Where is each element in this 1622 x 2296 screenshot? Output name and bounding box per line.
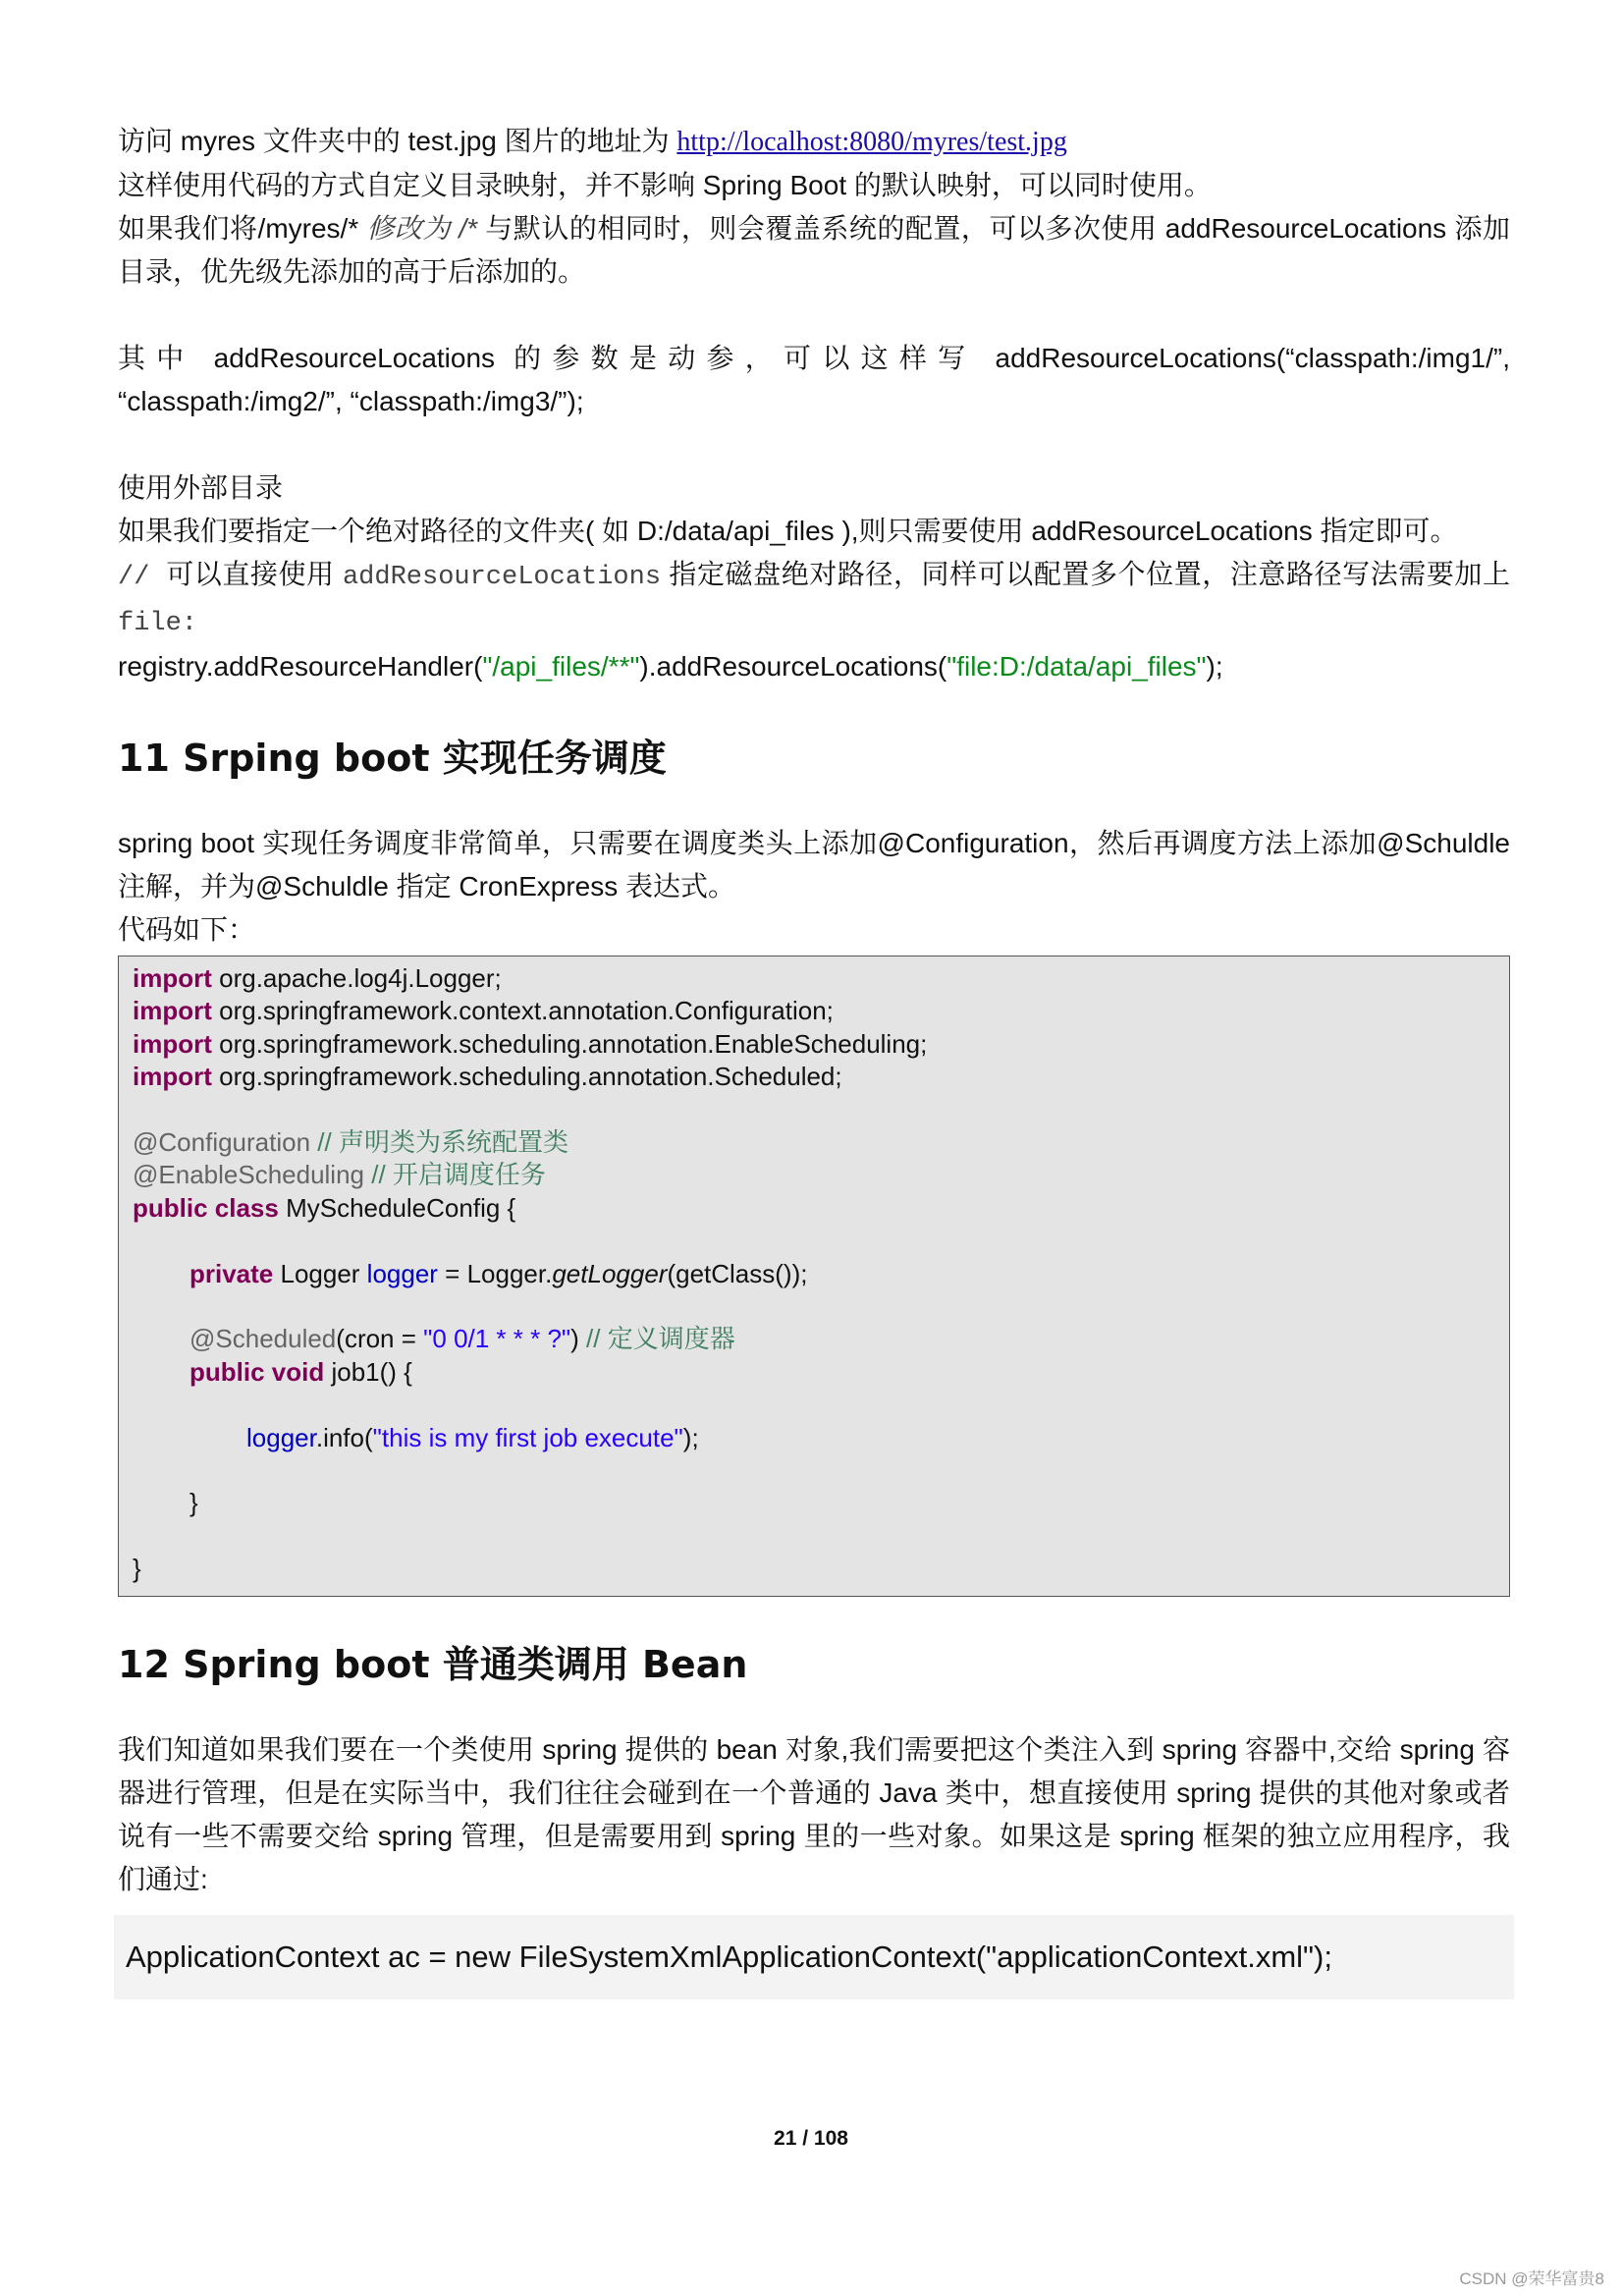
spacer: [118, 688, 1510, 734]
keyword-public-void: public void: [189, 1356, 325, 1387]
cron-expression: "0 0/1 * * * ?": [423, 1324, 571, 1354]
code-line: [133, 1126, 1495, 1159]
registry-call-b: ).addResourceLocations(: [639, 651, 947, 682]
registry-handler-string: "/api_files/**": [482, 651, 640, 682]
code-blank-line: [133, 1094, 1495, 1126]
custom-mapping-paragraph: 这样使用代码的方式自定义目录映射，并不影响 Spring Boot 的默认映射，可以同时使用。: [118, 170, 1212, 200]
import-configuration: org.springframework.context.annotation.Configuration;: [211, 996, 834, 1026]
spacer: [118, 294, 1510, 337]
external-dir-title: 使用外部目录: [118, 472, 284, 503]
override-text-pre: 如果我们将/myres/*: [118, 213, 367, 244]
myres-access-paragraph: [118, 120, 1510, 164]
log-message-string: "this is my first job execute": [372, 1422, 683, 1452]
comment-enable: // 开启调度任务: [364, 1160, 546, 1190]
comment-scheduler: // 定义调度器: [578, 1324, 735, 1354]
comment-slashes: //: [118, 563, 167, 592]
override-text-post: 与默认的相同时，则会覆盖系统的配置，可以多次使用 addResourceLocations 添加目录，优先级先添加的高于后添加的。: [118, 213, 1510, 287]
method-close-brace: }: [189, 1488, 198, 1518]
registry-call-end: );: [1206, 651, 1223, 682]
comment-text-a: 可以直接使用: [166, 559, 335, 589]
annotation-configuration: @Configuration: [133, 1127, 311, 1158]
keyword-import: import: [133, 963, 212, 993]
application-context-snippet: ApplicationContext ac = new FileSystemXmlApplicationContext("applicationContext.xml");: [114, 1915, 1514, 1999]
comment-file-prefix: file:: [118, 609, 198, 638]
myres-test-link[interactable]: http://localhost:8080/myres/test.jpg: [676, 127, 1067, 157]
code-line: [133, 1258, 1495, 1290]
code-line: [133, 995, 1495, 1027]
class-declaration: MyScheduleConfig {: [278, 1192, 516, 1223]
cron-close: ): [570, 1324, 579, 1354]
registry-code-line: [118, 645, 1510, 688]
spacer: [118, 423, 1510, 466]
code-line: [133, 1159, 1495, 1191]
import-scheduled: org.springframework.scheduling.annotation.Scheduled;: [211, 1062, 842, 1092]
keyword-import: import: [133, 1062, 212, 1092]
code-intro-label: 代码如下：: [118, 914, 256, 945]
code-line: [133, 1422, 1495, 1454]
logger-assign: = Logger.: [437, 1258, 553, 1288]
section-11-description: spring boot 实现任务调度非常简单，只需要在调度类头上添加@Configuration，然后再调度方法上添加@Schuldle 注解，并为@Schuldle 指定 CronExpress 表达式。: [118, 828, 1510, 902]
class-close-brace: }: [133, 1554, 141, 1584]
spacer: [118, 1689, 1510, 1728]
annotation-scheduled: @Scheduled: [189, 1324, 337, 1354]
comment-method-name: addResourceLocations: [342, 563, 662, 592]
get-logger-method: getLogger: [552, 1258, 668, 1288]
code-blank-line: [133, 1225, 1495, 1257]
import-enable-scheduling: org.springframework.scheduling.annotation.EnableScheduling;: [211, 1028, 928, 1059]
import-logger: org.apache.log4j.Logger;: [211, 963, 502, 993]
code-blank-line: [133, 1290, 1495, 1323]
code-line: [133, 1553, 1495, 1585]
external-dir-desc: 如果我们要指定一个绝对路径的文件夹( 如 D:/data/api_files ),则只需要使用 addResourceLocations 指定即可。: [118, 516, 1458, 546]
logger-field: logger: [246, 1422, 316, 1452]
spacer: [118, 1597, 1510, 1640]
myres-access-text: 访问 myres 文件夹中的 test.jpg 图片的地址为: [118, 126, 677, 156]
logger-assign-end: (getClass());: [667, 1258, 808, 1288]
registry-call-a: registry.addResourceHandler(: [118, 651, 483, 682]
code-line: [133, 1028, 1495, 1061]
code-line: [133, 1192, 1495, 1225]
section-12-description: 我们知道如果我们要在一个类使用 spring 提供的 bean 对象,我们需要把这个类注入到 spring 容器中,交给 spring 容器进行管理，但是在实际当中，我们往往会碰到在一个普通的 Java 类中，想直接使用 spring 提供的其他对象或者说有一些不需要交给 spring 管理，但是需要用到 spring 里的一些对象。如果这是 spring 框架的独立应用程序，我们通过:: [118, 1733, 1510, 1894]
registry-location-string: "file:D:/data/api_files": [946, 651, 1207, 682]
keyword-private: private: [189, 1258, 274, 1288]
info-call-end: );: [682, 1422, 699, 1452]
section-12-heading: 12 Spring boot 普通类调用 Bean: [118, 1642, 748, 1686]
override-paragraph: [118, 207, 1510, 294]
code-blank-line: [133, 1389, 1495, 1421]
method-declaration: job1() {: [324, 1356, 412, 1387]
schedule-code-block: [118, 956, 1510, 1597]
page-content: [118, 120, 1510, 1999]
csdn-watermark: CSDN @荣华富贵8: [1459, 2269, 1604, 2288]
code-blank-line: [133, 1454, 1495, 1487]
page-number: 21 / 108: [774, 2127, 848, 2150]
info-call: .info(: [315, 1422, 373, 1452]
keyword-public-class: public class: [133, 1192, 279, 1223]
comment-config: // 声明类为系统配置类: [310, 1127, 568, 1158]
code-line: [133, 1356, 1495, 1389]
keyword-import: import: [133, 1028, 212, 1059]
section-11-heading: 11 Srping boot 实现任务调度: [118, 737, 667, 780]
code-blank-line: [133, 1520, 1495, 1553]
logger-field: logger: [366, 1258, 438, 1288]
cron-attr: (cron =: [336, 1324, 424, 1354]
code-line: [133, 1323, 1495, 1355]
varargs-paragraph: 其中 addResourceLocations 的参数是动参，可以这样写 addResourceLocations(“classpath:/img1/”, “classpath:/img2/”, “classpath:/img3/”);: [118, 343, 1510, 416]
annotation-enable-scheduling: @EnableScheduling: [133, 1160, 365, 1190]
comment-text-b: 指定磁盘绝对路径，同样可以配置多个位置，注意路径写法需要加上: [669, 559, 1510, 589]
spacer: [118, 783, 1510, 822]
external-dir-comment: [118, 553, 1510, 645]
code-line: [133, 1487, 1495, 1519]
code-line: [133, 1061, 1495, 1093]
override-text-italic: 修改为 /*: [366, 213, 486, 244]
code-line: [133, 962, 1495, 995]
logger-type: Logger: [273, 1258, 367, 1288]
keyword-import: import: [133, 996, 212, 1026]
